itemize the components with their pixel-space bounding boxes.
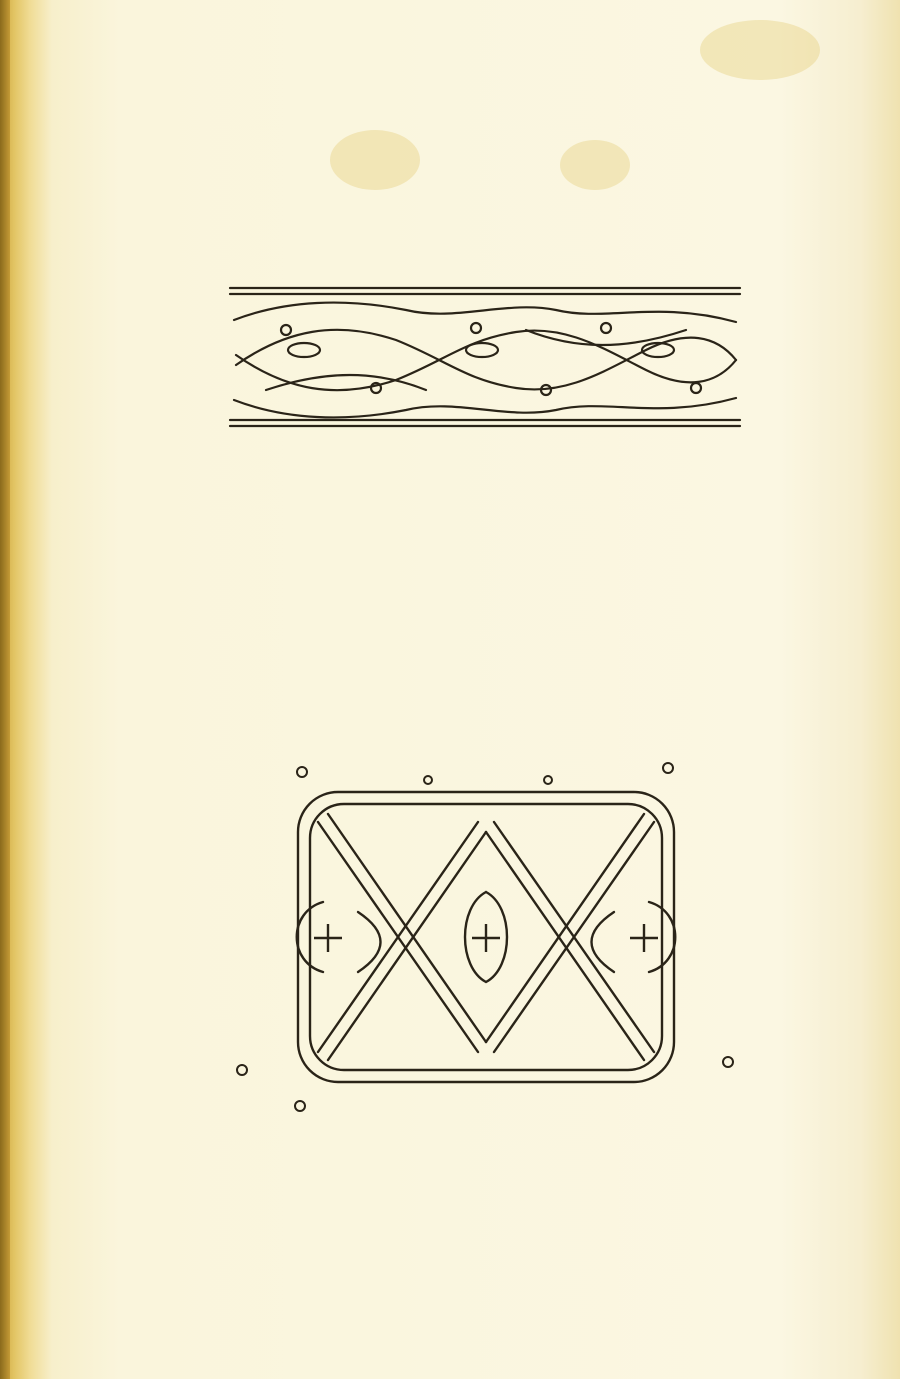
- paper-stain: [560, 140, 630, 190]
- paper-stain: [330, 130, 420, 190]
- figure-38-ornament: [228, 762, 744, 1114]
- book-spine: [0, 0, 10, 1379]
- paper-stain: [700, 20, 820, 80]
- figure-37-ornament: [226, 270, 744, 450]
